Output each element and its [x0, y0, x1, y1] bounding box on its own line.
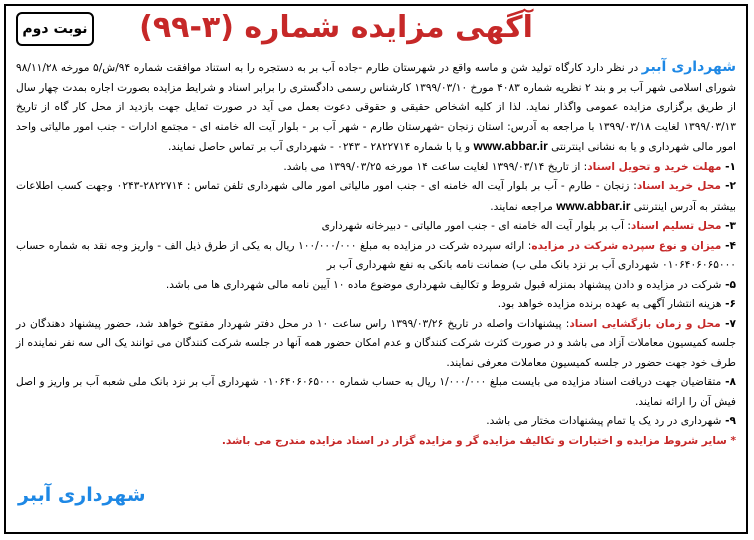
auction-notice	[4, 4, 748, 534]
notice-title: آگهی مزایده شماره (۳-۹۹)	[139, 10, 533, 45]
website-link[interactable]: www.abbar.ir	[473, 139, 548, 153]
intro-text: در نظر دارد کارگاه تولید شن و ماسه واقع در شهرستان طارم -جاده آب بر به دستجره را به استناد موافقت شماره ۹۴/ش/۵ مورخه ۹۸/۱۱/۲۸ شورای اسلامی شهر آب بر و بند ۲ نظریه شماره ۴۰۸۳ مورخ ۱۳۹۹/۰۳/۱۰ کارشناس رسمی دادگستری را برابر اسناد و شرایط مزایده بصورت اجاره بمدت چهار سال از طریق برگزاری مزایده عمومی واگذار نماید. لذا از کلیه اشخاص حقیقی و حقوقی دعوت بعمل می آید در صورت تمایل جهت بازدید از محل کار گاه از تاریخ ۱۳۹۹/۰۳/۱۳ لغایت ۱۳۹۹/۰۳/۱۸ با مراجعه به آدرس: استان زنجان -شهرستان طارم - شهر آب بر - بلوار آیت اله خامنه ای - مجتمع ادارات - جنب امور مالیاتی واحد امور مالی شهرداری و یا به نشانی اینترنتی	[16, 62, 737, 153]
list-item: ۵- شرکت در مزایده و دادن پیشنهاد بمنزله قبول شروط و تکالیف شهرداری موضوع ماده ۱۰ آیین نامه مالی شهرداری ها می باشد.	[165, 278, 736, 291]
publication-round-badge: نوبت دوم	[16, 12, 94, 46]
intro-paragraph	[16, 58, 736, 158]
signature: شهرداری آببر	[18, 484, 146, 506]
item-title: میزان و نوع سپرده شرکت در مزایده	[531, 239, 722, 252]
list-item: ۴- میزان و نوع سپرده شرکت در مزایده: ارائه سپرده شرکت در مزایده به مبلغ ۱۰۰/۰۰۰/۰۰۰ ریال به یکی از طرق ذیل الف - واریز وجه نقد به شماره حساب ۰۱۰۶۴۰۶۰۶۵۰۰۰ شهرداری آب بر نزد بانک ملی ب) ضمانت نامه بانکی به نفع شهرداری آب بر	[16, 239, 737, 271]
list-item: ۷- محل و زمان بازگشایی اسناد: پیشنهادات واصله در تاریخ ۱۳۹۹/۰۳/۲۶ راس ساعت ۱۰ در محل دفتر شهردار مفتوح خواهد شد، حضور پیشنهاد دهندگان در جلسه کمیسیون معاملات آزاد می باشد و در صورت کثرت شرکت کنندگان و عدم امکان حضور همه آنها در جلسه شرکت کنندگان می توانند یک الی سه نفر نماینده از طرف خود جهت حضور در جلسه کمیسیون معاملات معرفی نمایند.	[16, 317, 736, 369]
notice-body	[16, 58, 736, 451]
intro-text-2: و یا با شماره ۲۸۲۲۷۱۴ - ۰۲۴۳ - شهرداری آب بر تماس حاصل نمایند.	[167, 141, 474, 153]
item-title: محل تسلیم اسناد	[630, 220, 722, 232]
item-title: مهلت خرید و تحویل اسناد	[587, 160, 722, 173]
item-title: محل و زمان بازگشایی اسناد	[569, 317, 721, 330]
list-item: ۸- متقاضیان جهت دریافت اسناد مزایده می بایست مبلغ ۱/۰۰۰/۰۰۰ ریال به حساب شماره ۰۱۰۶۴۰۶۰۶۵۰۰۰ شهرداری آب بر نزد بانک ملی شعبه آب بر واریز و اصل فیش آن را ارائه نمایند.	[16, 376, 737, 408]
website-link[interactable]: www.abbar.ir	[556, 198, 631, 213]
list-item: ۳- محل تسلیم اسناد: آب بر بلوار آیت اله خامنه ای - جنب امور مالیاتی - دبیرخانه شهرداری	[321, 220, 736, 232]
org-name: شهرداری آببر	[641, 59, 736, 75]
list-item: ۱- مهلت خرید و تحویل اسناد: از تاریخ ۱۳۹۹/۰۳/۱۴ لغایت ساعت ۱۴ مورخه ۱۳۹۹/۰۳/۲۵ می باشد.	[283, 160, 736, 173]
footnote: * سایر شروط مزایده و اختیارات و تکالیف مزایده گر و مزایده گزار در اسناد مزایده مندرج می باشد.	[221, 434, 736, 447]
item-title: محل خرید اسناد	[636, 180, 721, 192]
list-item: ۹- شهرداری در رد یک یا تمام پیشنهادات مختار می باشد.	[486, 415, 736, 427]
list-item: ۶- هزینه انتشار آگهی به عهده برنده مزایده خواهد بود.	[497, 298, 736, 310]
list-item: ۲- محل خرید اسناد: زنجان - طارم - آب بر بلوار آیت اله خامنه ای - جنب امور مالیاتی امور مالی شهرداری تلفن تماس : ۲۸۲۲۷۱۴-۰۲۴۳ وجهت کسب اطلاعات بیشتر به آدرس اینترنتی www.abbar.ir مراجعه نمایند.	[16, 180, 736, 213]
